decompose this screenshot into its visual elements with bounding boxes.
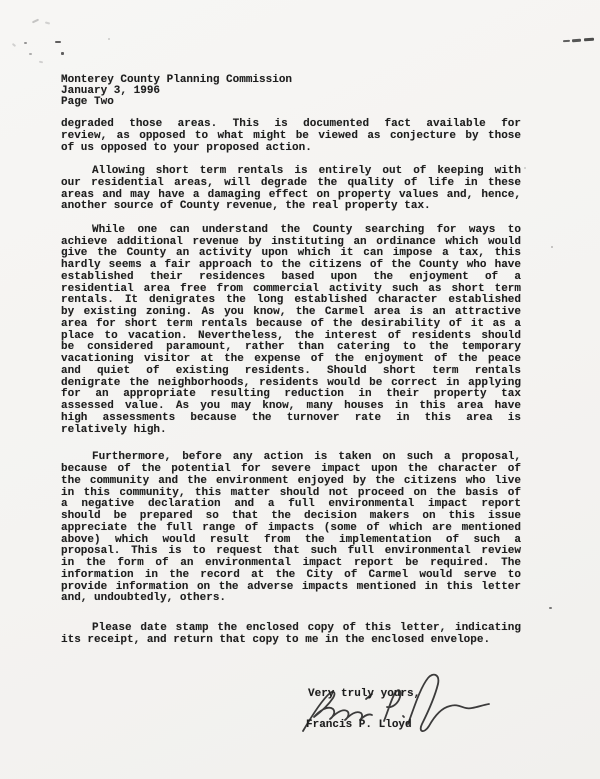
scan-speck — [24, 42, 27, 44]
body-line: residential area free from commercial activity such as short term — [61, 282, 521, 295]
body-line: While one can understand the County searching for ways to — [92, 223, 521, 236]
body-line: the community and the environment enjoyed by the citizens who live — [61, 474, 521, 487]
scan-speck — [12, 43, 16, 47]
handwritten-signature — [295, 666, 500, 744]
body-line: another source of County revenue, the real property tax. — [61, 200, 431, 213]
signature-typed-name: Francis P. Lloyd — [306, 719, 412, 731]
body-line: area for short term rentals because of the desirability of it as a — [61, 317, 521, 330]
body-line: established their residences based upon the enjoyment of a — [61, 270, 521, 283]
header-line: Page Two — [61, 96, 114, 108]
body-line: place to vacation. Nevertheless, the interest of residents should — [61, 329, 521, 342]
letter-header — [61, 75, 292, 108]
scan-speck — [45, 21, 50, 24]
body-line: Allowing short term rentals is entirely out of keeping with — [92, 165, 521, 177]
paragraph — [61, 119, 521, 154]
body-line: Please date stamp the enclosed copy of this letter, indicating — [92, 622, 521, 634]
body-line: for an appropriate resulting reduction in their property tax — [61, 388, 521, 401]
body-line: information in the record at the City of Carmel would serve to — [61, 568, 521, 581]
scan-speck — [39, 61, 43, 64]
letter-body — [61, 119, 521, 647]
body-line: should be prepared so that the decision makers on this issue — [61, 510, 521, 522]
body-line: and, undoubtedly, others. — [61, 592, 227, 605]
body-line: a negative declaration and a full environmental impact report — [61, 498, 521, 511]
closing-salutation: Very truly yours, — [308, 688, 421, 700]
header-line: Monterey County Planning Commission — [61, 74, 293, 86]
body-line: proposal. This is to request that such full environmental review — [61, 545, 521, 558]
scan-speck — [55, 41, 61, 43]
body-line: in this community, this matter should not proceed on the basis of — [61, 486, 521, 499]
body-line: and quiet of existing residents. Should short term rentals — [61, 364, 521, 377]
body-line: provide information on the adverse impacts mentioned in this letter — [61, 580, 521, 593]
header-line: January 3, 1996 — [61, 85, 161, 97]
body-line: rentals. It denigrates the long established character established — [61, 294, 521, 307]
body-line: areas and may have a damaging effect on property values and, hence, — [61, 188, 521, 201]
scan-speck — [32, 19, 39, 24]
body-line: review, as opposed to what might be viewed as conjecture by those — [61, 129, 521, 142]
paragraph — [61, 225, 521, 437]
body-line: by existing zoning. As you know, the Carmel area is an attractive — [61, 306, 521, 318]
scan-speck — [61, 52, 64, 55]
body-line: vacationing visitor at the expense of the enjoyment of the peace — [61, 353, 521, 365]
body-line: its receipt, and return that copy to me in the enclosed envelope. — [61, 633, 491, 646]
scan-dash — [584, 38, 594, 41]
scan-speck — [551, 246, 553, 248]
body-line: above) which would result from the implementation of such a — [61, 533, 521, 546]
body-line: appreciate the full range of impacts (some of which are mentioned — [61, 521, 521, 534]
body-line: relatively high. — [61, 423, 167, 436]
paragraph — [61, 623, 521, 647]
body-line: be considered paramount, rather than catering to the temporary — [61, 341, 521, 354]
body-line: assessed value. As you may know, many houses in this area have — [61, 400, 521, 412]
body-line: denigrate the neighborhoods, residents would be correct in applying — [61, 376, 521, 389]
body-line: degraded those areas. This is documented fact available for — [61, 118, 521, 130]
scan-dash — [563, 40, 570, 42]
scan-speck — [108, 38, 110, 40]
scan-speck — [549, 607, 552, 609]
body-line: hardly seems a fair approach to the citizens of the County who have — [61, 259, 521, 271]
scan-speck — [29, 53, 32, 55]
paragraph — [61, 166, 521, 213]
body-line: Furthermore, before any action is taken on such a proposal, — [92, 451, 521, 464]
scan-speck — [524, 167, 526, 169]
body-line: give the County an activity upon which it can impose a tax, this — [61, 247, 521, 260]
scan-dash — [572, 39, 581, 42]
body-line: of us opposed to your proposed action. — [61, 141, 312, 154]
body-line: high assessments because the turnover rate in this area is — [61, 411, 521, 424]
body-line: because of the potential for severe impact upon the character of — [61, 463, 521, 475]
body-line: achieve additional revenue by instituting an ordinance which would — [61, 235, 521, 248]
paragraph — [61, 452, 521, 605]
body-line: in the form of an environmental impact report be required. The — [61, 557, 521, 569]
body-line: our residential areas, will degrade the quality of life in these — [61, 176, 521, 189]
